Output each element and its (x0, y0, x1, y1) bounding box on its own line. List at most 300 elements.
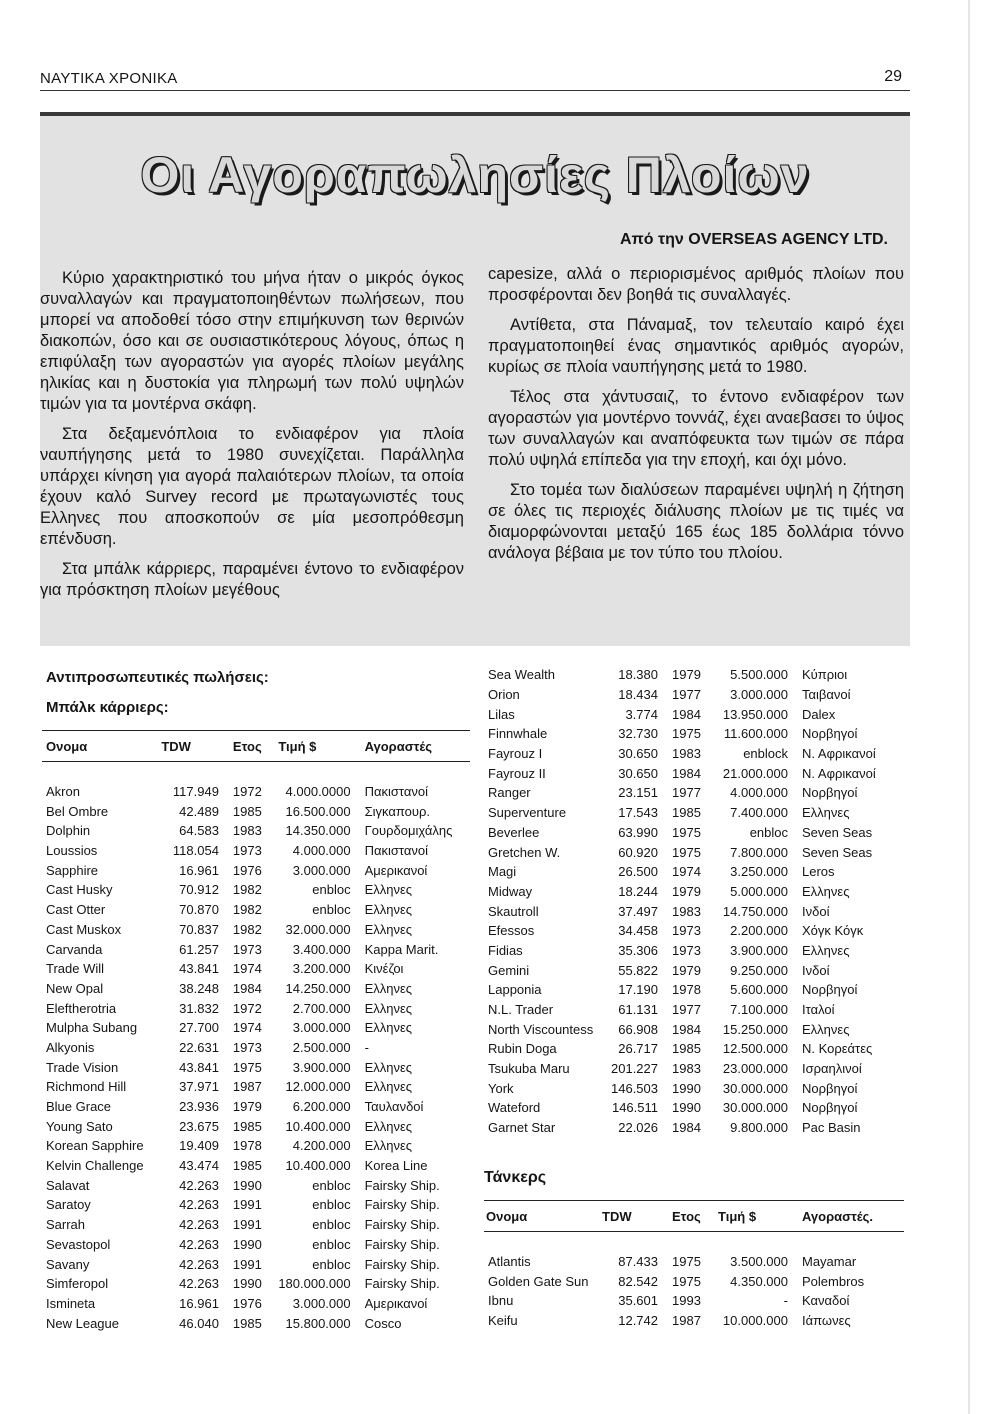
vessel-price: enbloc (312, 1177, 351, 1193)
vessel-tdw: 42.263 (179, 1276, 219, 1292)
vessel-year: 1990 (232, 1236, 262, 1252)
vessel-buyer: Ν. Αφρικανοί (802, 765, 876, 781)
vessel-buyer: Fairsky Ship. (364, 1217, 440, 1233)
vessel-buyer: Ελληνες (364, 1079, 413, 1095)
vessel-price: 3.200.000 (292, 961, 351, 977)
vessel-year: 1982 (232, 921, 262, 937)
vessel-buyer: Ταυλανδοί (364, 1099, 424, 1115)
vessel-price: enbloc (312, 882, 351, 898)
vessel-buyer: Seven Seas (802, 824, 873, 840)
vessel-buyer: - (364, 1039, 369, 1055)
table-row (484, 823, 904, 843)
vessel-year: 1978 (672, 982, 701, 998)
vessel-buyer: Fairsky Ship. (364, 1276, 440, 1292)
table-row (484, 1098, 904, 1118)
vessel-name: Blue Grace (46, 1099, 112, 1115)
table-row (484, 1019, 904, 1039)
vessel-buyer: Mayamar (802, 1254, 857, 1270)
table-row (42, 801, 470, 821)
vessel-year: 1975 (672, 726, 701, 742)
column-header: Ετος (219, 731, 278, 762)
vessel-price: 15.800.000 (285, 1315, 351, 1331)
vessel-buyer: Ελληνες (364, 882, 413, 898)
vessel-year: 1985 (672, 805, 701, 821)
vessel-price: 9.250.000 (730, 962, 788, 978)
vessel-name: Ibnu (488, 1293, 514, 1309)
vessel-year: 1987 (672, 1313, 701, 1329)
column-header: Αγοραστές (351, 731, 470, 762)
vessel-price: 21.000.000 (722, 765, 788, 781)
bulk-carriers-table-left (42, 730, 470, 1333)
article-byline: Από την OVERSEAS AGENCY LTD. (619, 231, 888, 248)
table-row (484, 1039, 904, 1059)
table-row (484, 1311, 904, 1331)
column-header: Ετος (658, 1201, 718, 1232)
vessel-name: Eleftherotria (46, 1000, 117, 1016)
vessel-year: 1985 (672, 1041, 701, 1057)
vessel-name: Keifu (488, 1313, 518, 1329)
vessel-name: Ranger (488, 785, 531, 801)
table-row (42, 1077, 470, 1097)
vessel-name: Atlantis (488, 1254, 531, 1270)
table-row (484, 724, 904, 744)
vessel-name: Lilas (488, 706, 515, 722)
vessel-buyer: Ελληνες (364, 1118, 413, 1134)
column-header: Ονομα (484, 1201, 602, 1232)
table-row (42, 998, 470, 1018)
vessel-year: 1990 (232, 1276, 262, 1292)
table-row (42, 1215, 470, 1235)
vessel-name: Garnet Star (488, 1120, 556, 1136)
article-right-column (488, 264, 904, 573)
vessel-price: 7.400.000 (730, 805, 788, 821)
vessel-buyer: Ιάπωνες (802, 1313, 851, 1329)
vessel-tdw: 43.841 (179, 961, 219, 977)
vessel-buyer: Seven Seas (802, 844, 873, 860)
vessel-price: 4.200.000 (292, 1138, 351, 1154)
vessel-year: 1973 (232, 843, 262, 859)
magazine-title: ΝΑΥΤΙΚΑ ΧΡΟΝΙΚΑ (40, 70, 178, 87)
table-row (42, 1235, 470, 1255)
table-row (42, 1254, 470, 1274)
table-row (42, 1175, 470, 1195)
vessel-price: 9.800.000 (730, 1120, 788, 1136)
table-row (484, 763, 904, 783)
table-row (484, 704, 904, 724)
table-row (42, 1097, 470, 1117)
vessel-buyer: Κινέζοι (364, 961, 404, 977)
vessel-tdw: 55.822 (618, 962, 658, 978)
vessel-tdw: 30.650 (618, 765, 658, 781)
vessel-buyer: Γουρδομιχάλης (364, 823, 453, 839)
table-row (484, 901, 904, 921)
vessel-name: Skautroll (488, 903, 539, 919)
vessel-buyer: Ελληνες (802, 1021, 850, 1037)
bulk-carriers-heading: Μπάλκ κάρριερς: (46, 699, 169, 716)
vessel-tdw: 42.489 (179, 803, 219, 819)
bulk-carriers-table-right (484, 665, 904, 1138)
vessel-price: enbloc (312, 1217, 351, 1233)
page-edge (968, 0, 970, 1414)
vessel-tdw: 12.742 (618, 1313, 658, 1329)
vessel-tdw: 26.717 (618, 1041, 658, 1057)
vessel-year: 1973 (672, 942, 701, 958)
table-row (42, 821, 470, 841)
vessel-price: 14.750.000 (722, 903, 788, 919)
vessel-year: 1975 (672, 844, 701, 860)
vessel-year: 1972 (232, 1000, 262, 1016)
vessel-tdw: 43.841 (179, 1059, 219, 1075)
paragraph: Στα μπάλκ κάρριερς, παραμένει έντονο το ενδιαφέρον για πρόσκτηση πλοίων μεγέθους (40, 560, 464, 599)
vessel-name: Tsukuba Maru (488, 1061, 570, 1077)
vessel-year: 1985 (232, 1315, 262, 1331)
table-row (484, 685, 904, 705)
vessel-year: 1976 (232, 862, 262, 878)
table-row (42, 1116, 470, 1136)
vessel-name: Sevastopol (46, 1236, 111, 1252)
vessel-name: Cast Husky (46, 882, 113, 898)
spacer-row (42, 762, 470, 782)
vessel-tdw: 37.497 (618, 903, 658, 919)
vessel-year: 1990 (672, 1080, 701, 1096)
table-row (42, 959, 470, 979)
vessel-year: 1979 (672, 667, 701, 683)
table-row (484, 744, 904, 764)
vessel-tdw: 34.458 (618, 923, 658, 939)
vessel-tdw: 23.936 (179, 1099, 219, 1115)
table-header-row (42, 731, 470, 762)
table-row (484, 862, 904, 882)
vessel-buyer: Fairsky Ship. (364, 1236, 440, 1252)
article-left-column (40, 268, 464, 610)
vessel-price: 10.000.000 (722, 1313, 788, 1329)
vessel-year: 1983 (672, 903, 701, 919)
vessel-tdw: 19.409 (179, 1138, 219, 1154)
vessel-buyer: Νορβηγοί (802, 726, 858, 742)
tankers-table (484, 1200, 904, 1330)
vessel-price: 5.600.000 (730, 982, 788, 998)
vessel-price: 7.100.000 (730, 1002, 788, 1018)
vessel-name: Rubin Doga (488, 1041, 557, 1057)
table-row (484, 980, 904, 1000)
vessel-name: Cast Otter (46, 902, 106, 918)
vessel-price: 10.400.000 (285, 1118, 351, 1134)
vessel-name: Superventure (488, 805, 567, 821)
vessel-name: Saratoy (46, 1197, 91, 1213)
vessel-price: 6.200.000 (292, 1099, 351, 1115)
vessel-buyer: Ισραηλινοί (802, 1061, 862, 1077)
vessel-name: Sarrah (46, 1217, 86, 1233)
vessel-year: 1983 (232, 823, 262, 839)
vessel-tdw: 35.306 (618, 942, 658, 958)
paragraph: Στα δεξαμενόπλοια το ενδιαφέρον για πλοία ναυπήγησης μετά το 1980 συνεχίζεται. Παράλληλα υπάρχει κίνηση για αγορά παλαιότερων πλοίων, τα οποία έχουν καλό Survey record με πρωταγωνιστές τους Ελληνες που αποσκοπούν σε μία μεσοπρόθεσμη επένδυση. (40, 425, 464, 548)
vessel-buyer: Νορβηγοί (802, 785, 858, 801)
vessel-price: 32.000.000 (285, 921, 351, 937)
vessel-year: 1974 (232, 961, 262, 977)
vessel-tdw: 30.650 (618, 746, 658, 762)
vessel-year: 1985 (232, 1158, 262, 1174)
table-row (42, 860, 470, 880)
vessel-buyer: Νορβηγοί (802, 1080, 858, 1096)
vessel-name: Akron (46, 784, 80, 800)
vessel-buyer: Korea Line (364, 1158, 428, 1174)
vessel-name: Korean Sapphire (46, 1138, 144, 1154)
vessel-buyer: Αμερικανοί (364, 862, 428, 878)
paragraph: Αντίθετα, στα Πάναμαξ, τον τελευταίο καιρό έχει πραγματοποιηθεί ένας σημαντικός αριθμός αγορών, κυρίως σε πλοία ναυπήγησης μετά το 1980. (488, 316, 904, 376)
vessel-tdw: 3.774 (625, 706, 658, 722)
vessel-price: - (783, 1293, 788, 1309)
vessel-tdw: 64.583 (179, 823, 219, 839)
vessel-price: 3.250.000 (730, 864, 788, 880)
vessel-tdw: 117.949 (172, 784, 219, 800)
table-row (484, 842, 904, 862)
vessel-tdw: 46.040 (179, 1315, 219, 1331)
vessel-tdw: 26.500 (618, 864, 658, 880)
vessel-price: enbloc (312, 902, 351, 918)
vessel-price: 23.000.000 (722, 1061, 788, 1077)
vessel-name: Fayrouz I (488, 746, 543, 762)
vessel-buyer: Καναδοί (802, 1293, 850, 1309)
table-row (484, 803, 904, 823)
vessel-tdw: 42.263 (179, 1217, 219, 1233)
table-row (484, 1118, 904, 1138)
vessel-tdw: 32.730 (618, 726, 658, 742)
table-row (484, 1000, 904, 1020)
vessel-year: 1979 (672, 883, 701, 899)
vessel-tdw: 17.190 (618, 982, 658, 998)
vessel-year: 1987 (232, 1079, 262, 1095)
vessel-price: 2.500.000 (292, 1039, 351, 1055)
vessel-tdw: 82.542 (618, 1273, 658, 1289)
vessel-buyer: Pac Basin (802, 1120, 861, 1136)
vessel-price: 30.000.000 (722, 1100, 788, 1116)
paragraph: Κύριο χαρακτηριστικό του μήνα ήταν ο μικρός όγκος συναλλαγών και πραγματοποιηθέντων πωλήσεων, που μπορεί να αποδοθεί τόσο στην επιμήκυνση των θερινών διακοπών, όσο και σε ουσιαστικότερους λόγους, όπως η επιφύλαξη των αγοραστών για αγορές πλοίων μεγάλης ηλικίας και η δυστοκία για πληρωμή των πολύ υψηλών τιμών για τα μοντέρνα σκάφη. (40, 269, 464, 413)
column-header: Τιμή $ (278, 731, 350, 762)
vessel-name: Gretchen W. (488, 844, 561, 860)
vessel-year: 1984 (672, 1120, 701, 1136)
vessel-price: enblock (743, 746, 788, 762)
vessel-buyer: Ταιβανοί (802, 687, 851, 703)
vessel-tdw: 43.474 (179, 1158, 219, 1174)
table-row (42, 1136, 470, 1156)
vessel-buyer: Νορβηγοί (802, 982, 858, 998)
vessel-year: 1975 (672, 824, 701, 840)
sales-heading: Αντιπροσωπευτικές πωλήσεις: (46, 669, 269, 686)
vessel-buyer: Leros (802, 864, 835, 880)
table-row (42, 939, 470, 959)
vessel-tdw: 23.675 (179, 1118, 219, 1134)
vessel-name: Alkyonis (46, 1039, 95, 1055)
vessel-name: Trade Will (46, 961, 105, 977)
vessel-buyer: Fairsky Ship. (364, 1256, 440, 1272)
vessel-name: Dolphin (46, 823, 91, 839)
table-row (42, 880, 470, 900)
table-row (42, 1195, 470, 1215)
vessel-tdw: 42.263 (179, 1197, 219, 1213)
vessel-name: North Viscountess (488, 1021, 594, 1037)
vessel-year: 1973 (672, 923, 701, 939)
vessel-tdw: 61.257 (179, 941, 219, 957)
vessel-year: 1978 (232, 1138, 262, 1154)
table-row (484, 1078, 904, 1098)
vessel-buyer: Πακιστανοί (364, 784, 429, 800)
column-header: Τιμή $ (718, 1201, 788, 1232)
vessel-price: enbloc (312, 1236, 351, 1252)
vessel-price: 12.500.000 (722, 1041, 788, 1057)
vessel-buyer: Ελληνες (364, 921, 413, 937)
vessel-price: 14.350.000 (285, 823, 351, 839)
vessel-name: Efessos (488, 923, 535, 939)
vessel-price: 15.250.000 (722, 1021, 788, 1037)
vessel-price: 3.000.000 (292, 1295, 351, 1311)
vessel-name: Mulpha Subang (46, 1020, 138, 1036)
vessel-buyer: Κύπριοι (802, 667, 848, 683)
running-header (40, 64, 910, 91)
vessel-name: Sea Wealth (488, 667, 555, 683)
vessel-name: Fidias (488, 942, 523, 958)
vessel-buyer: Ελληνες (802, 805, 850, 821)
vessel-year: 1993 (672, 1293, 701, 1309)
vessel-price: 4.000.0000 (285, 784, 351, 800)
vessel-year: 1982 (232, 882, 262, 898)
vessel-buyer: Σιγκαπουρ. (364, 803, 431, 819)
paragraph: capesize, αλλά ο περιορισμένος αριθμός πλοίων που προσφέρονται δεν βοηθά τις συναλλαγές. (488, 265, 904, 304)
vessel-year: 1984 (672, 1021, 701, 1037)
vessel-name: York (488, 1080, 514, 1096)
vessel-buyer: Πακιστανοί (364, 843, 429, 859)
spacer-row (484, 1232, 904, 1252)
vessel-year: 1990 (232, 1177, 262, 1193)
vessel-name: Beverlee (488, 824, 540, 840)
vessel-buyer: Ελληνες (802, 942, 850, 958)
vessel-price: 11.600.000 (723, 726, 788, 742)
vessel-price: 16.500.000 (285, 803, 351, 819)
vessel-buyer: Ινδοί (802, 903, 830, 919)
vessel-year: 1979 (232, 1099, 262, 1115)
vessel-tdw: 22.026 (618, 1120, 658, 1136)
vessel-price: enbloc (749, 824, 788, 840)
vessel-name: Bel Ombre (46, 803, 109, 819)
vessel-year: 1973 (232, 941, 262, 957)
table-row (484, 1271, 904, 1291)
vessel-year: 1984 (672, 706, 701, 722)
vessel-year: 1975 (672, 1254, 701, 1270)
vessel-name: Loussios (46, 843, 98, 859)
vessel-year: 1985 (232, 803, 262, 819)
vessel-name: Fayrouz II (488, 765, 546, 781)
vessel-year: 1974 (672, 864, 701, 880)
vessel-price: 2.200.000 (730, 923, 788, 939)
vessel-name: Finnwhale (488, 726, 548, 742)
vessel-tdw: 18.244 (618, 883, 658, 899)
vessel-name: Trade Vision (46, 1059, 119, 1075)
vessel-year: 1979 (672, 962, 701, 978)
vessel-buyer: Ν. Κορεάτες (802, 1041, 873, 1057)
table-row (42, 1018, 470, 1038)
vessel-name: Young Sato (46, 1118, 113, 1134)
vessel-year: 1974 (232, 1020, 262, 1036)
table-row (42, 1274, 470, 1294)
table-row (42, 920, 470, 940)
column-header: TDW (602, 1201, 658, 1232)
vessel-year: 1976 (232, 1295, 262, 1311)
vessel-buyer: Ελληνες (364, 1138, 413, 1154)
vessel-year: 1977 (672, 1002, 701, 1018)
vessel-name: Cast Muskox (46, 921, 122, 937)
vessel-price: 2.700.000 (292, 1000, 351, 1016)
vessel-year: 1983 (672, 746, 701, 762)
vessel-year: 1985 (232, 1118, 262, 1134)
article-box (40, 112, 910, 646)
vessel-tdw: 66.908 (618, 1021, 658, 1037)
vessel-year: 1973 (232, 1039, 262, 1055)
vessel-price: 3.000.000 (292, 862, 351, 878)
vessel-tdw: 38.248 (179, 980, 219, 996)
vessel-tdw: 23.151 (618, 785, 658, 801)
vessel-tdw: 22.631 (179, 1039, 219, 1055)
vessel-price: 3.900.000 (292, 1059, 351, 1075)
vessel-tdw: 70.837 (179, 921, 219, 937)
vessel-buyer: Fairsky Ship. (364, 1177, 440, 1193)
vessel-buyer: Ελληνες (364, 1059, 413, 1075)
table-row (484, 882, 904, 902)
vessel-tdw: 37.971 (179, 1079, 219, 1095)
vessel-price: 30.000.000 (722, 1080, 788, 1096)
tankers-heading: Τάνκερς (484, 1169, 547, 1186)
vessel-tdw: 118.054 (172, 843, 219, 859)
table-row (484, 941, 904, 961)
vessel-name: Carvanda (46, 941, 103, 957)
table-row (484, 960, 904, 980)
vessel-tdw: 27.700 (179, 1020, 219, 1036)
table-row (484, 1291, 904, 1311)
vessel-tdw: 16.961 (179, 862, 219, 878)
vessel-name: Simferopol (46, 1276, 109, 1292)
vessel-year: 1982 (232, 902, 262, 918)
vessel-tdw: 146.511 (611, 1100, 658, 1116)
table-row (42, 1313, 470, 1333)
vessel-name: Sapphire (46, 862, 99, 878)
vessel-year: 1984 (672, 765, 701, 781)
vessel-tdw: 16.961 (179, 1295, 219, 1311)
vessel-year: 1975 (232, 1059, 262, 1075)
vessel-buyer: Αμερικανοί (364, 1295, 428, 1311)
vessel-price: 7.800.000 (730, 844, 788, 860)
vessel-name: Salavat (46, 1177, 90, 1193)
vessel-year: 1991 (232, 1217, 262, 1233)
paragraph: Στο τομέα των διαλύσεων παραμένει υψηλή η ζήτηση σε όλες τις περιοχές διάλυσης πλοίων με τις τιμές να διαμορφώνονται μεταξύ 165 έως 185 δολλάρια τόννο ανάλογα βέβαια με τον τύπο του πλοίου. (488, 481, 904, 562)
article-title: Οι Αγοραπωλησίες Πλοίων (140, 147, 810, 203)
vessel-name: Orion (488, 687, 520, 703)
vessel-name: Ismineta (46, 1295, 96, 1311)
vessel-buyer: Νορβηγοί (802, 1100, 858, 1116)
vessel-year: 1983 (672, 1061, 701, 1077)
vessel-tdw: 70.912 (179, 882, 219, 898)
vessel-price: 3.900.000 (730, 942, 788, 958)
vessel-tdw: 18.434 (618, 687, 658, 703)
table-row (42, 841, 470, 861)
vessel-year: 1991 (232, 1256, 262, 1272)
vessel-name: Richmond Hill (46, 1079, 127, 1095)
vessel-tdw: 42.263 (179, 1177, 219, 1193)
vessel-tdw: 35.601 (618, 1293, 658, 1309)
vessel-tdw: 42.263 (179, 1236, 219, 1252)
vessel-buyer: Polembros (802, 1273, 865, 1289)
vessel-name: New Opal (46, 980, 104, 996)
vessel-year: 1991 (232, 1197, 262, 1213)
vessel-name: N.L. Trader (488, 1002, 554, 1018)
vessel-tdw: 17.543 (618, 805, 658, 821)
